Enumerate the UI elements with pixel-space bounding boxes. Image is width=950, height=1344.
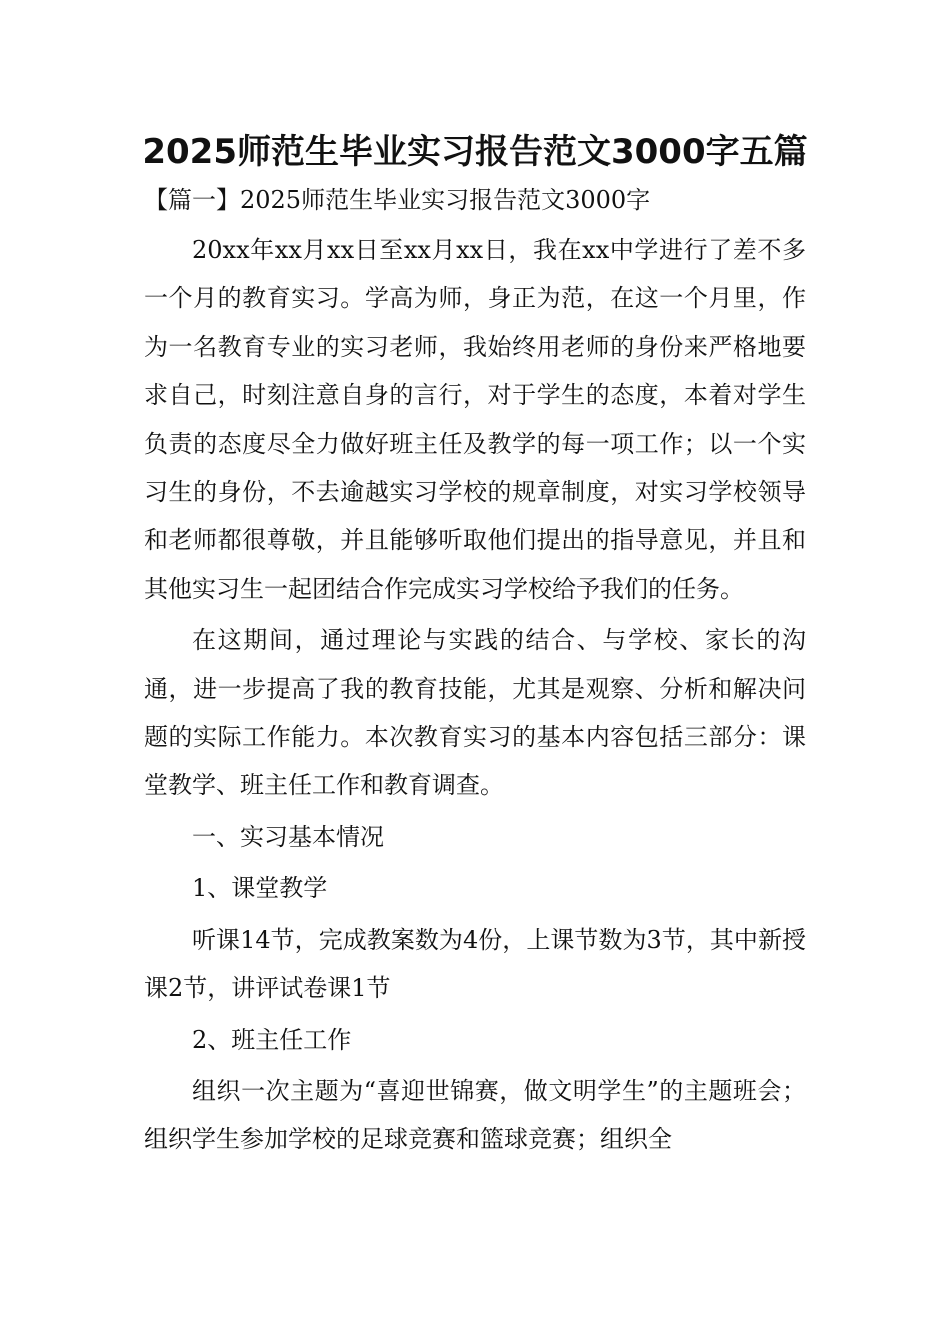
paragraph: 在这期间，通过理论与实践的结合、与学校、家长的沟通，进一步提高了我的教育技能，尤其是观察、分析和解决问题的实际工作能力。本次教育实习的基本内容包括三部分：课堂教学、班主任工作和教育调查。 [144, 626, 806, 800]
paragraph: 组织一次主题为“喜迎世锦赛，做文明学生”的主题班会；组织学生参加学校的足球竞赛和篮球竞赛；组织全 [144, 1076, 806, 1154]
document-body [144, 226, 806, 1164]
subheading: 2、班主任工作 [192, 1025, 352, 1054]
section-heading: 【篇一】2025师范生毕业实习报告范文3000字 [144, 186, 651, 214]
paragraph: 20xx年xx月xx日至xx月xx日，我在xx中学进行了差不多一个月的教育实习。学高为师，身正为范，在这一个月里，作为一名教育专业的实习老师，我始终用老师的身份来严格地要求自己，时刻注意自身的言行，对于学生的态度，本着对学生负责的态度尽全力做好班主任及教学的每一项工作；以一个实习生的身份，不去逾越实习学校的规章制度，对实习学校领导和老师都很尊敬，并且能够听取他们提出的指导意见，并且和其他实习生一起团结合作完成实习学校给予我们的任务。 [144, 236, 806, 603]
document-title: 2025师范生毕业实习报告范文3000字五篇 [142, 132, 808, 172]
subheading: 1、课堂教学 [192, 874, 328, 903]
paragraph: 听课14节，完成教案数为4份，上课节数为3节，其中新授课2节，讲评试卷课1节 [144, 925, 806, 1003]
subheading: 一、实习基本情况 [192, 822, 384, 851]
